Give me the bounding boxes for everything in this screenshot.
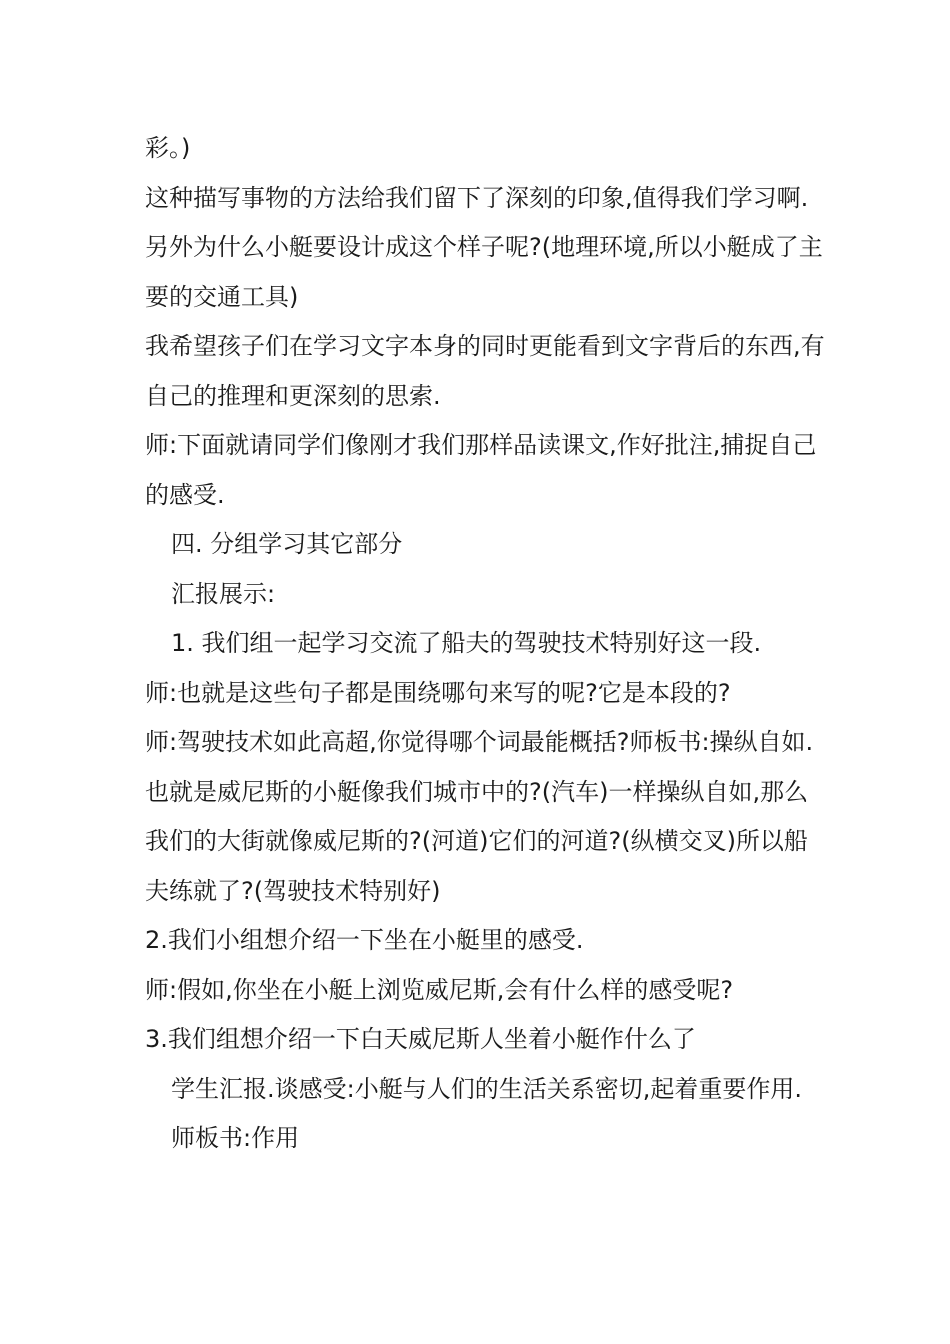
paragraph-teacher-question-3: 师:假如,你坐在小艇上浏览威尼斯,会有什么样的感受呢? [145, 975, 734, 1004]
paragraph-teacher-question-1: 师:也就是这些句子都是围绕哪句来写的呢?它是本段的? [145, 678, 731, 707]
paragraph-description-method: 这种描写事物的方法给我们留下了深刻的印象,值得我们学习啊. [145, 183, 809, 212]
section-heading-group-study: 四. 分组学习其它部分 [171, 530, 403, 558]
paragraph-teacher-question-2: 师:驾驶技术如此高超,你觉得哪个词最能概括?师板书:操纵自如.也就是威尼斯的小艇像我们城市中的?(汽车)一样操纵自如,那么我们的大街就像威尼斯的?(河道)它们的河道?(纵横交叉)所以船夫练就了?(驾驶技术特别好) [145, 728, 814, 905]
paragraph-continuation: 彩。) [145, 134, 191, 162]
paragraph-student-report: 学生汇报.谈感受:小艇与人们的生活关系密切,起着重要作用.师板书:作用 [171, 1074, 802, 1152]
paragraph-boat-design: 另外为什么小艇要设计成这个样子呢?(地理环境,所以小艇成了主要的交通工具) [145, 233, 823, 311]
paragraph-teacher-reading: 师:下面就请同学们像刚才我们那样品读课文,作好批注,捕捉自己的感受. [145, 431, 817, 509]
paragraph-group-1: 1. 我们组一起学习交流了船夫的驾驶技术特别好这一段. [171, 629, 762, 657]
paragraph-group-2: 2.我们小组想介绍一下坐在小艇里的感受. [145, 926, 584, 954]
paragraph-group-3: 3.我们组想介绍一下白天威尼斯人坐着小艇作什么了 [145, 1025, 696, 1053]
paragraph-teacher-hope: 我希望孩子们在学习文字本身的同时更能看到文字背后的东西,有自己的推理和更深刻的思索. [145, 332, 825, 410]
document-body [145, 124, 825, 1164]
section-heading-report: 汇报展示: [171, 579, 276, 608]
